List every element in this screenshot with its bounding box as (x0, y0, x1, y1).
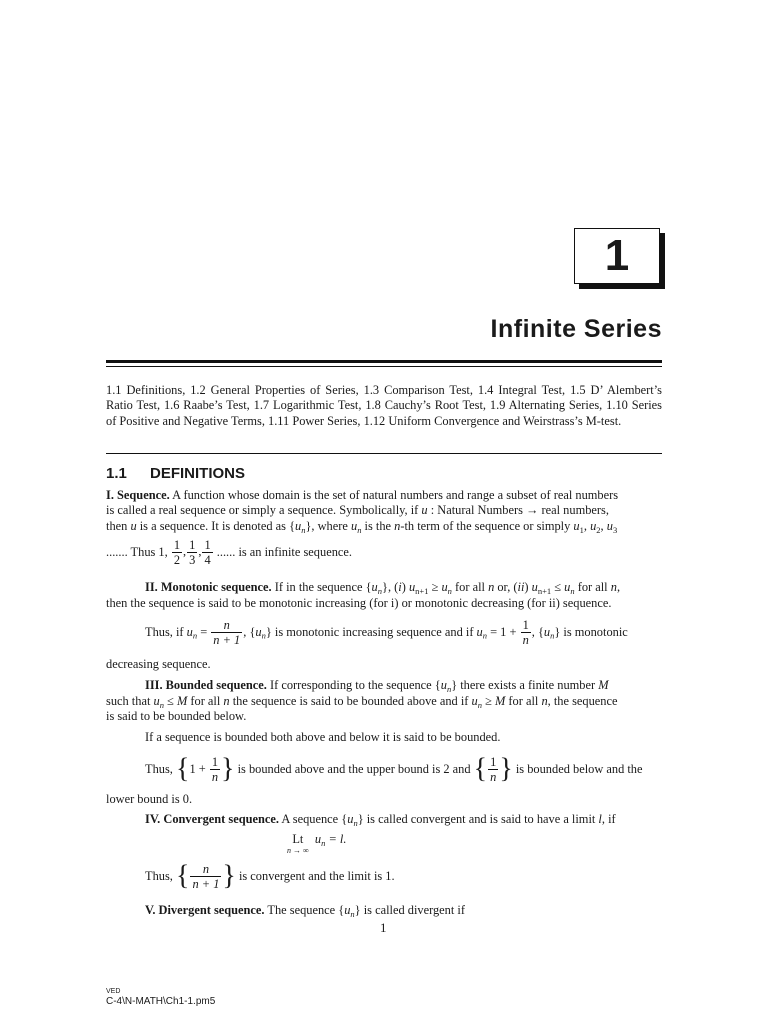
sequence-definition-line-1 (106, 488, 662, 504)
text: } is called convergent and is said to have a limit (357, 812, 599, 826)
math-var: n (541, 694, 548, 708)
math-sub: n (550, 630, 555, 641)
bounded-example-line: Thus, {1 + $\frac{1}{n}$ } is bounded above and the upper bound is 2 and { $\frac{1}{n}$ } is bounded below and the (145, 753, 643, 785)
text: } is monotonic increasing sequence and if (265, 624, 477, 639)
text: , if (601, 812, 616, 826)
fraction-1-3: $\frac{1}{3}$ (189, 538, 196, 567)
math-var: u (564, 580, 571, 594)
sequence-definition-line-3: then u is a sequence. It is denoted as $\{u_n\}$, where $u_n$ is the n-th term of the sequence or simply $u_1$, $u_2$, $u_3$ (106, 519, 618, 535)
math-var: u (408, 580, 416, 594)
text: : Natural Numbers → real numbers, (427, 503, 609, 517)
math-sub: n (446, 684, 452, 694)
math-var: n (610, 580, 617, 594)
text: The sequence { (264, 903, 345, 917)
brace-open: { (473, 753, 488, 785)
math-var: u (531, 580, 538, 594)
math-sub: n (192, 630, 198, 641)
math-var: u (130, 519, 137, 533)
monotonic-lead: II. Monotonic sequence. (145, 580, 272, 594)
math-var: u (471, 694, 478, 708)
text: Thus, (145, 868, 176, 883)
text: ≤ (551, 580, 565, 594)
bounded-line-3: is said to be bounded below. (106, 709, 247, 723)
convergent-lead: IV. Convergent sequence. (145, 812, 279, 826)
math-var: u (344, 903, 351, 917)
fraction-1-over-n: $\frac{1}{n}$ (522, 618, 529, 647)
text: ≤ (163, 694, 177, 708)
text: is called a real sequence or simply a sequence. Symbolically, if (106, 503, 422, 517)
math-var: u (314, 832, 322, 846)
text: , { (243, 624, 256, 639)
text: = 1 + (487, 624, 520, 639)
sequence-definition-line-2 (106, 503, 662, 519)
math-var: M (598, 678, 609, 692)
math-var: u (295, 519, 302, 533)
fraction-1-over-n: $\frac{1}{n}$ (490, 755, 497, 784)
fraction-1-2: $\frac{1}{2}$ (173, 538, 181, 567)
math-var: ii (517, 580, 525, 594)
math-sub: n+1 (537, 586, 552, 596)
sequence-lead: I. Sequence. (106, 488, 170, 502)
math-sub: n (377, 586, 382, 596)
math-var: M (176, 694, 188, 708)
bounded-line-4: If a sequence is bounded both above and below it is said to be bounded. (145, 730, 501, 744)
text: is the (361, 519, 395, 533)
text: } is called divergent if (354, 903, 465, 917)
text: for all (451, 580, 489, 594)
math-sub: n (570, 586, 575, 596)
divergent-line-1 (145, 903, 662, 919)
math-var: u (255, 624, 262, 639)
math-var: u (186, 624, 193, 639)
section-title: DEFINITIONS (150, 465, 246, 482)
monotonic-line-4: decreasing sequence. (106, 657, 211, 671)
text: is convergent and the limit is 1. (235, 868, 395, 883)
brace-close: } (499, 753, 513, 785)
math-sub: n+1 (415, 586, 429, 596)
math-var: u (153, 694, 160, 708)
fraction-1-4: $\frac{1}{4}$ (204, 538, 211, 567)
brace-close: } (221, 753, 235, 785)
math-var: n (394, 519, 401, 533)
brace-open: { (175, 753, 190, 785)
math-sub: n (350, 909, 355, 919)
math-var: u (371, 580, 378, 594)
divergent-lead: V. Divergent sequence. (145, 903, 265, 917)
text: A function whose domain is the set of natural numbers and range a subset of real numbers (169, 488, 619, 502)
text: is a sequence. It is denoted as { (136, 519, 296, 533)
brace-open: { (175, 860, 190, 892)
math-sub: n (357, 525, 362, 535)
text: ...... is an infinite sequence. (213, 544, 352, 559)
math-sub: n (321, 838, 326, 848)
text: ≥ (481, 694, 495, 708)
limit-expression (287, 832, 346, 855)
monotonic-line-1: II. Monotonic sequence. If in the sequence $\{u_n\}$, (i) $u_{n+1} \ge u_n$ for all n or, (ii) $u_{n+1} \le u_n$ for all n, (145, 580, 621, 596)
fraction-1-over-n: $\frac{1}{n}$ (211, 755, 219, 784)
math-sub: n (261, 630, 266, 641)
fraction-n-over-n-plus-1: $\frac{n}{n + 1}$ (192, 862, 220, 891)
math-var: u (421, 503, 428, 517)
math-var: u (543, 624, 551, 639)
limit-subscript: n → ∞ (287, 846, 309, 855)
math-var: n (223, 694, 230, 708)
text: If in the sequence { (271, 580, 372, 594)
bounded-lead: III. Bounded sequence. (145, 678, 267, 692)
text: ....... Thus 1, (106, 544, 171, 559)
math-var: u (606, 519, 613, 533)
page-number: 1 (380, 920, 387, 935)
text: = (197, 624, 211, 639)
math-sub: n (477, 700, 482, 710)
chapter-contents: 1.1 Definitions, 1.2 General Properties of Series, 1.3 Comparison Test, 1.4 Integral Test, 1.5 D’ Alembert’s Ratio Test, 1.6 Raabe’s Test, 1.7 Logarithmic Test, 1.8 Cauchy’s Root Test, 1.9 Alternating Series, 1.10 Series of Positive and Negative Terms, 1.11 Power Series, 1.12 Uniform Convergence and Weirstrass’s M-test. (106, 383, 662, 428)
text: -th term of the sequence or simply (400, 519, 574, 533)
text: such that (106, 694, 154, 708)
file-footer (106, 988, 215, 1007)
footer-line-1: VED (106, 988, 121, 995)
convergent-line-1 (145, 812, 662, 828)
convergent-example-line (145, 862, 662, 891)
math-var: u (441, 580, 448, 594)
section-heading (106, 466, 245, 482)
math-var: u (590, 519, 597, 533)
title-rule-thick (106, 360, 662, 363)
fraction-n-over-n-plus-1: $\frac{n}{n + 1}$ (213, 618, 241, 647)
brace-close: } (222, 860, 236, 892)
text: , { (531, 624, 544, 639)
text: or, ( (494, 580, 518, 594)
chapter-title: Infinite Series (490, 315, 662, 343)
text: for all (187, 694, 224, 708)
contents-rule (106, 453, 662, 454)
bounded-line-1 (145, 678, 662, 694)
text: Thus, if (145, 624, 187, 639)
math-var: u (350, 519, 358, 533)
title-rule-thin (106, 366, 662, 367)
math-sub: n (353, 818, 358, 828)
limit-rhs: = l. (325, 832, 347, 846)
text: ) (401, 580, 409, 594)
text: for all (505, 694, 542, 708)
text: , the sequence (547, 694, 618, 708)
text: }, where (305, 519, 351, 533)
math-var: u (573, 519, 580, 533)
section-number: 1.1 (106, 465, 127, 482)
math-sub: 3 (612, 525, 618, 535)
math-var: u (347, 812, 354, 826)
text: is bounded below and the (512, 761, 643, 776)
math-sub: n (159, 700, 164, 710)
math-var: l (598, 812, 602, 826)
text: } there exists a finite number (451, 678, 599, 692)
math-var: M (494, 694, 506, 708)
text: If corresponding to the sequence { (266, 678, 441, 692)
monotonic-example-line (145, 618, 662, 647)
monotonic-line-2: then the sequence is said to be monotonic increasing (for i) or monotonic decreasing (for ii) sequence. (106, 596, 612, 610)
text: then (106, 519, 131, 533)
text: for all (574, 580, 611, 594)
math-sub: n (447, 586, 452, 596)
math-var: u (440, 678, 447, 692)
text: the sequence is said to be bounded above and if (229, 694, 472, 708)
math-sub: n (482, 630, 487, 641)
chapter-number-box: 1 (574, 228, 660, 284)
bounded-line-2 (106, 694, 662, 710)
math-sub: 1 (579, 525, 584, 535)
math-sub: n (301, 525, 306, 535)
math-var: i (398, 580, 402, 594)
footer-line-2: C-4\N-MATH\Ch1-1.pm5 (106, 996, 216, 1007)
text: ≥ (428, 580, 442, 594)
math-var: u (476, 624, 483, 639)
text: ) (524, 580, 532, 594)
limit-operator: Lt (292, 832, 304, 846)
math-var: n (488, 580, 495, 594)
math-sub: 2 (596, 525, 601, 535)
text: A sequence { (279, 812, 348, 826)
text: }, ( (382, 580, 399, 594)
text: Thus, (145, 761, 176, 776)
text: 1 (189, 761, 196, 776)
text: is bounded above and the upper bound is 2 and (234, 761, 474, 776)
bounded-line-6: lower bound is 0. (106, 792, 193, 806)
text: } is monotonic (554, 624, 628, 639)
sequence-example-line: ....... Thus 1, $\frac{1}{2}$ , $\frac{1}{3}$ , $\frac{1}{4}$ ...... is an infinite sequence. (106, 538, 352, 567)
